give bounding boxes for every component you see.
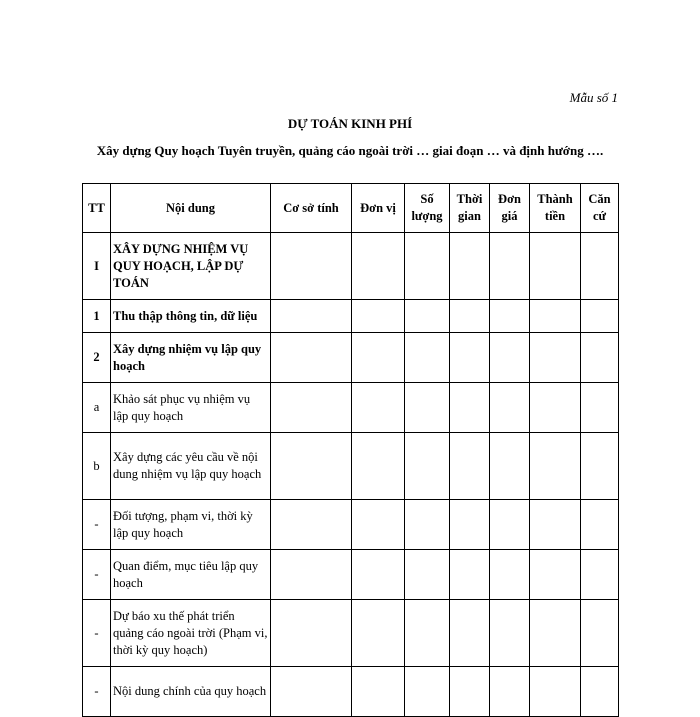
cell-empty xyxy=(271,433,352,500)
row-content: Dự báo xu thế phát triển quảng cáo ngoài trời (Phạm vi, thời kỳ quy hoạch) xyxy=(111,600,271,667)
cell-empty xyxy=(271,333,352,383)
cell-empty xyxy=(581,433,619,500)
cell-empty xyxy=(405,433,450,500)
cell-empty xyxy=(490,667,530,717)
row-tt: - xyxy=(83,667,111,717)
row-tt: a xyxy=(83,383,111,433)
row-content: Khảo sát phục vụ nhiệm vụ lập quy hoạch xyxy=(111,383,271,433)
cell-empty xyxy=(530,600,581,667)
cell-empty xyxy=(405,233,450,300)
cell-empty xyxy=(581,300,619,333)
cell-empty xyxy=(405,300,450,333)
cell-empty xyxy=(352,433,405,500)
document-title: DỰ TOÁN KINH PHÍ xyxy=(287,116,413,131)
cell-empty xyxy=(271,500,352,550)
table-row xyxy=(83,233,619,300)
cell-empty xyxy=(530,233,581,300)
table-row xyxy=(83,333,619,383)
row-tt: - xyxy=(83,550,111,600)
column-header-reference: Căn cứ xyxy=(581,184,619,233)
cell-empty xyxy=(530,333,581,383)
table-row xyxy=(83,300,619,333)
cell-empty xyxy=(490,300,530,333)
cell-empty xyxy=(405,667,450,717)
column-header-time: Thời gian xyxy=(450,184,490,233)
row-content: Xây dựng nhiệm vụ lập quy hoạch xyxy=(111,333,271,383)
row-content: Xây dựng các yêu cầu về nội dung nhiệm vụ lập quy hoạch xyxy=(111,433,271,500)
cell-empty xyxy=(271,383,352,433)
cell-empty xyxy=(352,300,405,333)
table-row xyxy=(83,550,619,600)
cell-empty xyxy=(450,333,490,383)
cell-empty xyxy=(581,383,619,433)
row-content: Nội dung chính của quy hoạch xyxy=(111,667,271,717)
cell-empty xyxy=(450,300,490,333)
row-tt: 1 xyxy=(83,300,111,333)
cell-empty xyxy=(352,333,405,383)
budget-table xyxy=(82,183,619,717)
cell-empty xyxy=(271,550,352,600)
table-row xyxy=(83,600,619,667)
column-header-unit: Đơn vị xyxy=(352,184,405,233)
cell-empty xyxy=(352,600,405,667)
column-header-content: Nội dung xyxy=(111,184,271,233)
table-row xyxy=(83,667,619,717)
column-header-amount: Thành tiền xyxy=(530,184,581,233)
row-content: Thu thập thông tin, dữ liệu xyxy=(111,300,271,333)
row-content: XÂY DỰNG NHIỆM VỤ QUY HOẠCH, LẬP DỰ TOÁN xyxy=(111,233,271,300)
column-header-tt: TT xyxy=(83,184,111,233)
cell-empty xyxy=(490,233,530,300)
cell-empty xyxy=(490,500,530,550)
cell-empty xyxy=(530,383,581,433)
cell-empty xyxy=(271,300,352,333)
cell-empty xyxy=(581,600,619,667)
cell-empty xyxy=(271,600,352,667)
cell-empty xyxy=(490,383,530,433)
cell-empty xyxy=(581,333,619,383)
cell-empty xyxy=(581,233,619,300)
cell-empty xyxy=(271,233,352,300)
table-row xyxy=(83,383,619,433)
cell-empty xyxy=(450,667,490,717)
cell-empty xyxy=(490,333,530,383)
row-tt: I xyxy=(83,233,111,300)
cell-empty xyxy=(405,550,450,600)
cell-empty xyxy=(450,600,490,667)
cell-empty xyxy=(530,667,581,717)
cell-empty xyxy=(581,500,619,550)
cell-empty xyxy=(490,550,530,600)
cell-empty xyxy=(490,433,530,500)
cell-empty xyxy=(352,667,405,717)
cell-empty xyxy=(530,433,581,500)
cell-empty xyxy=(405,333,450,383)
cell-empty xyxy=(405,383,450,433)
cell-empty xyxy=(271,667,352,717)
row-tt: - xyxy=(83,600,111,667)
cell-empty xyxy=(530,550,581,600)
form-code: Mẫu số 1 xyxy=(569,90,618,105)
cell-empty xyxy=(450,383,490,433)
cell-empty xyxy=(581,667,619,717)
column-header-basis: Cơ sở tính xyxy=(271,184,352,233)
row-tt: - xyxy=(83,500,111,550)
column-header-quantity: Số lượng xyxy=(405,184,450,233)
cell-empty xyxy=(352,383,405,433)
cell-empty xyxy=(450,500,490,550)
table-header-row xyxy=(83,184,619,233)
row-content: Quan điểm, mục tiêu lập quy hoạch xyxy=(111,550,271,600)
row-tt: b xyxy=(83,433,111,500)
cell-empty xyxy=(530,300,581,333)
cell-empty xyxy=(490,600,530,667)
cell-empty xyxy=(450,550,490,600)
cell-empty xyxy=(352,550,405,600)
cell-empty xyxy=(405,600,450,667)
cell-empty xyxy=(530,500,581,550)
table-row xyxy=(83,433,619,500)
cell-empty xyxy=(352,500,405,550)
cell-empty xyxy=(581,550,619,600)
table-row xyxy=(83,500,619,550)
cell-empty xyxy=(450,233,490,300)
document-subtitle: Xây dựng Quy hoạch Tuyên truyền, quảng cáo ngoài trời … giai đoạn … và định hướng …. xyxy=(96,143,604,158)
cell-empty xyxy=(405,500,450,550)
row-content: Đối tượng, phạm vi, thời kỳ lập quy hoạch xyxy=(111,500,271,550)
row-tt: 2 xyxy=(83,333,111,383)
column-header-unit-price: Đơn giá xyxy=(490,184,530,233)
cell-empty xyxy=(352,233,405,300)
cell-empty xyxy=(450,433,490,500)
